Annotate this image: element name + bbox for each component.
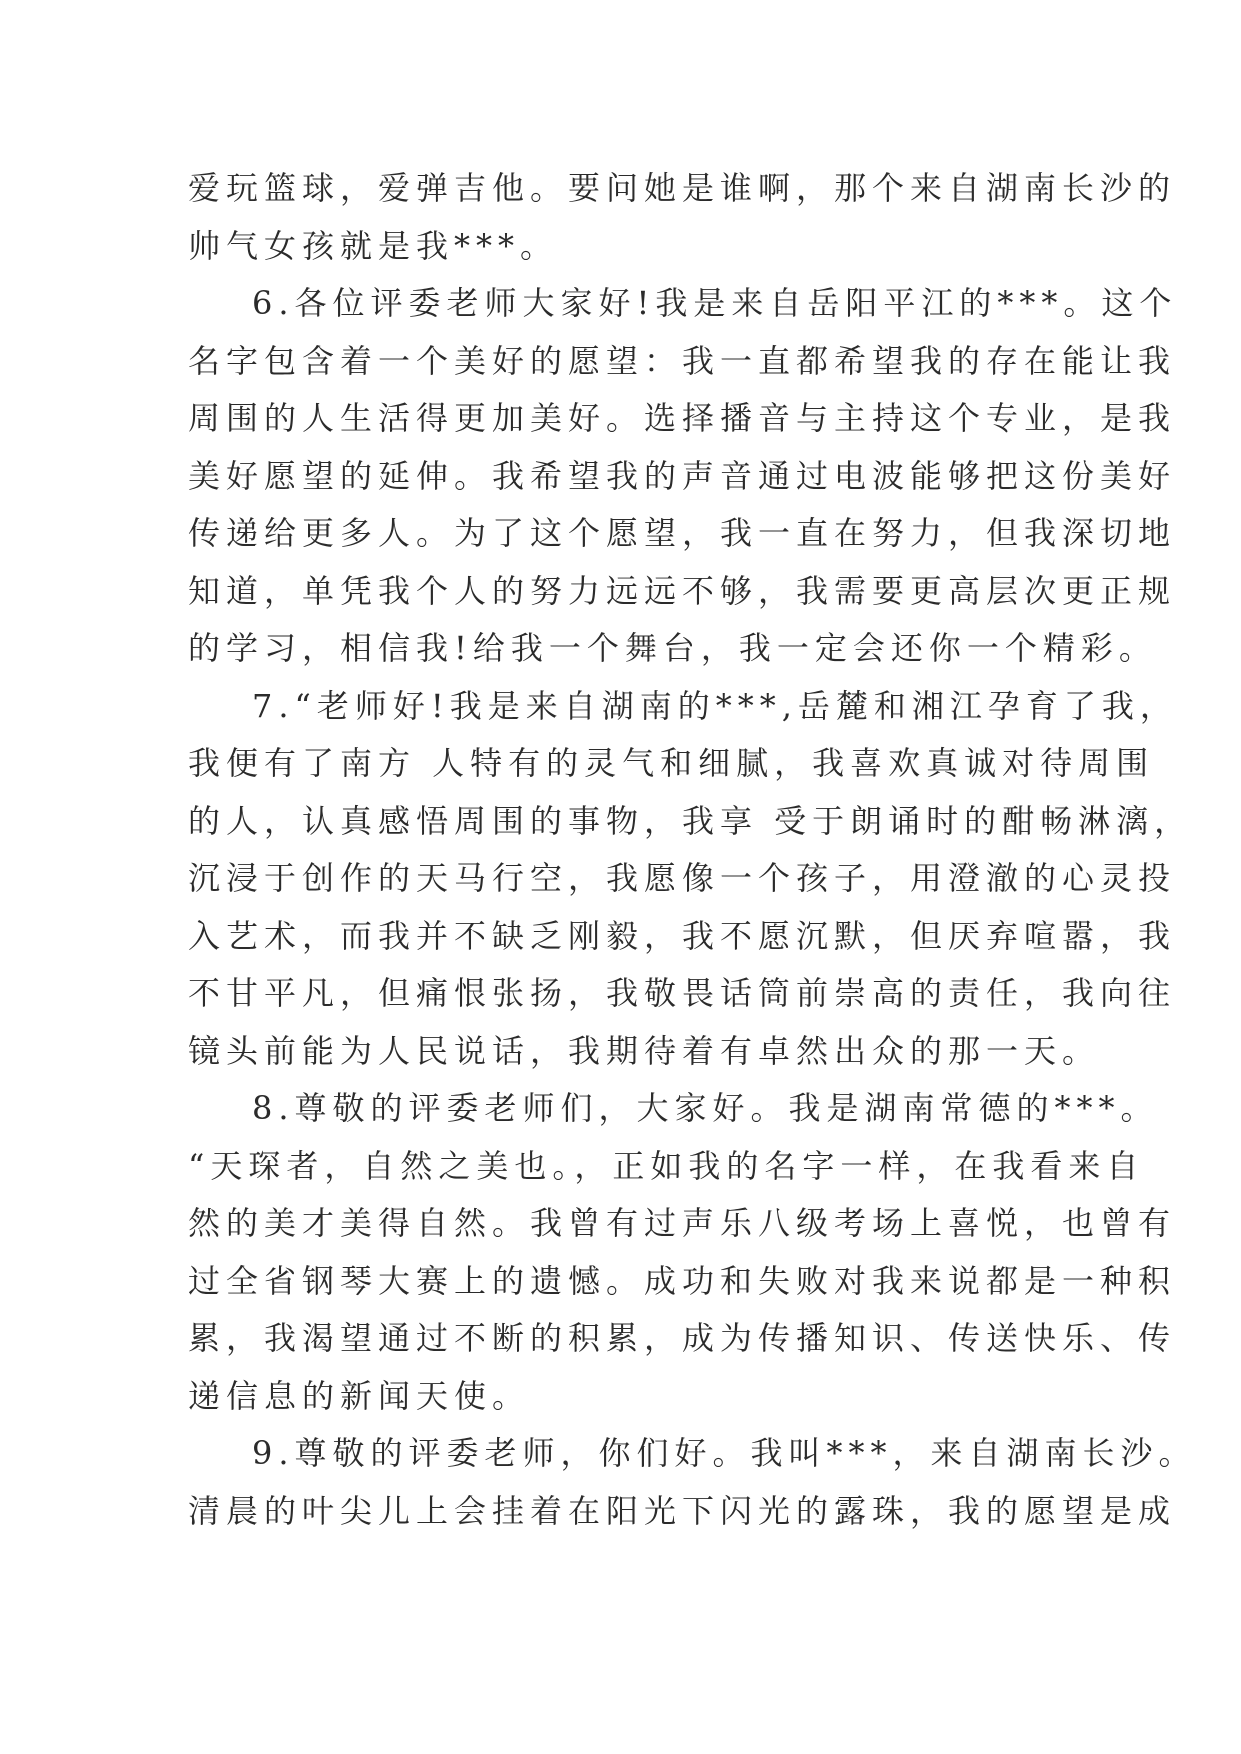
text-line: 过全省钢琴大赛上的遗憾。成功和失败对我来说都是一种积 — [188, 1261, 1177, 1300]
text-line: 帅气女孩就是我***。 — [188, 226, 559, 265]
paragraph-start-line: 8.尊敬的评委老师们，大家好。我是湖南常德的***。 — [252, 1089, 1159, 1127]
paragraph-start-line: 9.尊敬的评委老师，你们好。我叫***，来自湖南长沙。 — [252, 1434, 1197, 1472]
text-line: 镜头前能为人民说话，我期待着有卓然出众的那一天。 — [188, 1031, 1101, 1070]
text-line: 的人，认真感悟周围的事物，我享 受于朗诵时的酣畅淋漓， — [188, 801, 1193, 840]
text-line: 递信息的新闻天使。 — [188, 1376, 531, 1415]
paragraph-start-line: 6.各位评委老师大家好!我是来自岳阳平江的***。这个 — [252, 284, 1178, 322]
text-line: 周围的人生活得更加美好。选择播音与主持这个专业，是我 — [188, 399, 1177, 437]
paragraph-start-line: 7.“老师好!我是来自湖南的***,岳麓和湘江孕育了我， — [252, 686, 1178, 725]
document-body — [188, 160, 1197, 1540]
text-line: 入艺术，而我并不缺乏刚毅，我不愿沉默，但厌弃喧嚣，我 — [188, 916, 1177, 955]
text-line: “天琛者，自然之美也。，正如我的名字一样，在我看来自 — [188, 1146, 1145, 1185]
text-line: 沉浸于创作的天马行空，我愿像一个孩子，用澄澈的心灵投 — [188, 859, 1177, 897]
text-line: 爱玩篮球，爱弹吉他。要问她是谁啊，那个来自湖南长沙的 — [188, 169, 1177, 207]
text-line: 不甘平凡，但痛恨张扬，我敬畏话筒前崇高的责任，我向往 — [188, 974, 1177, 1012]
text-line: 我便有了南方 人特有的灵气和细腻，我喜欢真诚对待周围 — [188, 744, 1155, 782]
text-line: 然的美才美得自然。我曾有过声乐八级考场上喜悦，也曾有 — [188, 1204, 1177, 1242]
text-line: 累，我渴望通过不断的积累，成为传播知识、传送快乐、传 — [188, 1319, 1177, 1357]
text-line: 名字包含着一个美好的愿望：我一直都希望我的存在能让我 — [188, 341, 1177, 380]
text-line: 知道，单凭我个人的努力远远不够，我需要更高层次更正规 — [188, 571, 1177, 610]
text-line: 的学习，相信我!给我一个舞台，我一定会还你一个精彩。 — [188, 629, 1157, 667]
text-line: 美好愿望的延伸。我希望我的声音通过电波能够把这份美好 — [188, 456, 1177, 495]
text-line: 清晨的叶尖儿上会挂着在阳光下闪光的露珠，我的愿望是成 — [188, 1491, 1177, 1530]
text-line: 传递给更多人。为了这个愿望，我一直在努力，但我深切地 — [188, 514, 1177, 552]
